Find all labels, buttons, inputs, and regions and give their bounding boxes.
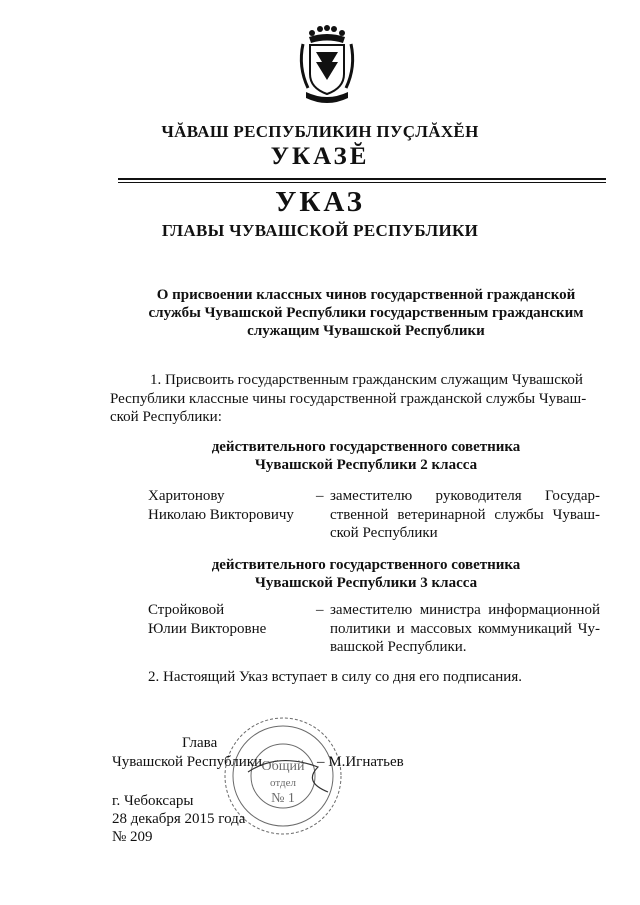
paragraph-1	[110, 371, 602, 427]
header-russian-line2: ГЛАВЫ ЧУВАШСКОЙ РЕСПУБЛИКИ	[161, 221, 479, 240]
title-line-3: служащим Чувашской Республики	[247, 323, 485, 339]
signature-title: Глава	[182, 735, 218, 751]
title-line-1: О присвоении классных чинов государственной гражданской	[156, 287, 576, 303]
person-2-dash: –	[316, 602, 324, 618]
rank-1-line-1: действительного государственного советника	[211, 439, 521, 455]
stamp-text-1: Общий	[261, 759, 305, 774]
person-2-name	[148, 601, 318, 638]
person-1-surname: Харитонову	[148, 488, 225, 504]
stamp-text-2: отдел	[270, 777, 296, 789]
signature-name: – М.Игнатьев	[317, 754, 404, 770]
footer-city: г. Чебоксары	[112, 793, 194, 809]
paragraph-2: 2. Настоящий Указ вступает в силу со дня его подписания.	[148, 669, 522, 685]
title-line-2: службы Чувашской Республики государственным гражданским	[148, 305, 584, 321]
person-1-pos-line-1: заместителю руководителя Государ-	[330, 488, 600, 504]
person-1-position	[330, 487, 600, 543]
header-divider-thin	[118, 182, 606, 183]
header-russian-line1: УКАЗ	[275, 186, 365, 218]
header-chuvash-line1: ЧĂВАШ РЕСПУБЛИКИН ПУÇЛĂХĔН	[161, 122, 479, 141]
footer-date: 28 декабря 2015 года	[112, 811, 246, 827]
header-chuvash-line2: УКАЗĔ	[270, 143, 370, 170]
person-2-surname: Стройковой	[148, 602, 225, 618]
paragraph-1-line-2: Республики классные чины государственной гражданской службы Чуваш-	[110, 390, 587, 407]
signature-org: Чувашской Республики	[112, 754, 263, 770]
person-1-given: Николаю Викторовичу	[148, 506, 294, 523]
person-2-pos-line-2: политики и массовых коммуникаций Чу-	[330, 620, 600, 637]
header-divider	[118, 178, 606, 180]
person-2-pos-line-1: заместителю министра информационной	[330, 602, 600, 618]
rank-heading-1	[110, 438, 622, 474]
person-1-pos-line-3: ской Республики	[330, 525, 438, 541]
person-2-position	[330, 601, 600, 657]
paragraph-1-line-3: ской Республики:	[110, 409, 222, 425]
coat-of-arms-icon	[296, 22, 358, 110]
person-2-pos-line-3: вашской Республики.	[330, 639, 467, 655]
document-title	[110, 286, 622, 340]
footer-number: № 209	[112, 829, 153, 845]
paragraph-1-line-1: 1. Присвоить государственным гражданским служащим Чувашской	[150, 372, 583, 388]
rank-2-line-1: действительного государственного советника	[211, 557, 521, 573]
stamp-text-3: № 1	[271, 791, 295, 806]
rank-1-line-2: Чувашской Республики 2 класса	[254, 457, 478, 473]
person-1-pos-line-2: ственной ветеринарной службы Чуваш-	[330, 506, 600, 523]
person-2-given: Юлии Викторовне	[148, 620, 267, 637]
rank-heading-2	[110, 556, 622, 592]
person-1-name	[148, 487, 318, 524]
person-1-dash: –	[316, 488, 324, 504]
rank-2-line-2: Чувашской Республики 3 класса	[254, 575, 478, 591]
